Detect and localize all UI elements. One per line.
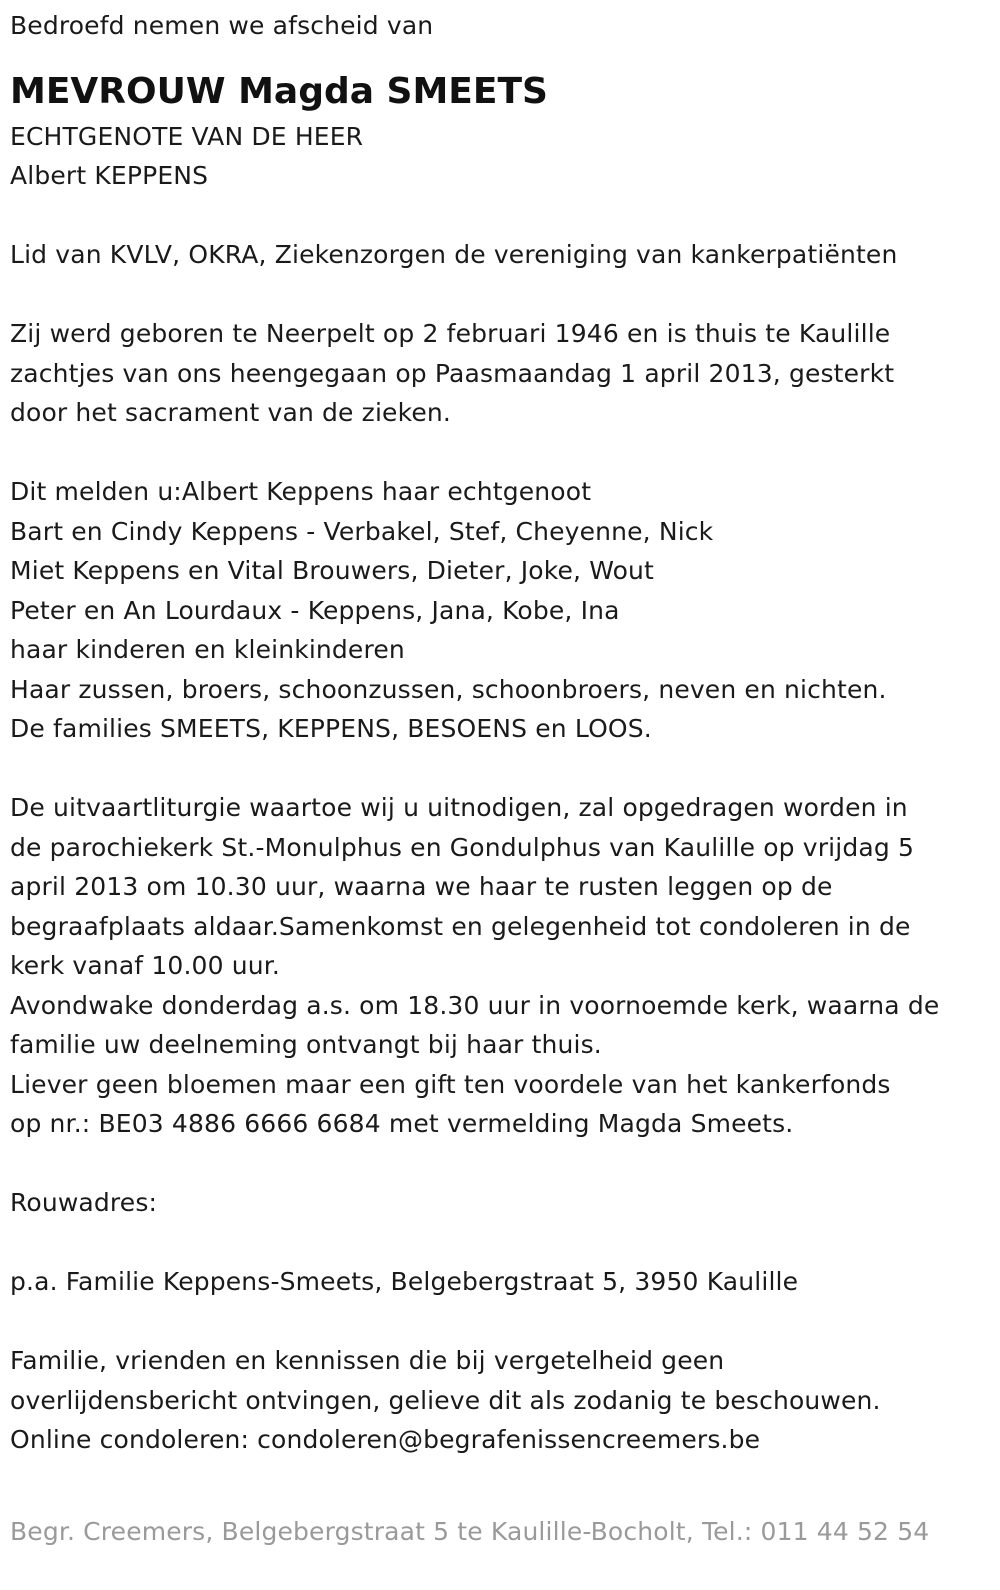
family-line: De families SMEETS, KEPPENS, BESOENS en LOOS. bbox=[10, 714, 652, 743]
closing-line: overlijdensbericht ontvingen, gelieve dit als zodanig te beschouwen. bbox=[10, 1385, 881, 1415]
intro-text: Bedroefd nemen we afscheid van bbox=[10, 11, 434, 40]
spacer bbox=[10, 275, 985, 315]
spouse-name: Albert KEPPENS bbox=[10, 161, 209, 190]
address-label: Rouwadres: bbox=[10, 1188, 158, 1217]
condolence-email-line: Online condoleren: condoleren@begrafenissencreemers.be bbox=[10, 1425, 761, 1454]
funeral-paragraph bbox=[10, 788, 985, 1144]
closing-paragraph bbox=[10, 1341, 985, 1460]
family-paragraph bbox=[10, 472, 985, 749]
family-line: Peter en An Lourdaux - Keppens, Jana, Kobe, Ina bbox=[10, 595, 620, 625]
funeral-line: kerk vanaf 10.00 uur. bbox=[10, 951, 280, 980]
funeral-line: op nr.: BE03 4886 6666 6684 met vermelding Magda Smeets. bbox=[10, 1109, 794, 1138]
mourning-address: p.a. Familie Keppens-Smeets, Belgebergstraat 5, 3950 Kaulille bbox=[10, 1267, 799, 1296]
family-line: haar kinderen en kleinkinderen bbox=[10, 635, 405, 664]
funeral-line: De uitvaartliturgie waartoe wij u uitnodigen, zal opgedragen worden in bbox=[10, 793, 908, 822]
funeral-line: familie uw deelneming ontvangt bij haar thuis. bbox=[10, 1030, 602, 1059]
funeral-line: de parochiekerk St.-Monulphus en Gondulphus van Kaulille op vrijdag 5 bbox=[10, 832, 915, 862]
spacer bbox=[10, 1144, 985, 1184]
spacer bbox=[10, 433, 985, 473]
birth-death-paragraph bbox=[10, 314, 985, 433]
paragraph-line: zachtjes van ons heengegaan op Paasmaandag 1 april 2013, gesterkt bbox=[10, 358, 895, 388]
family-line: Dit melden u:Albert Keppens haar echtgenoot bbox=[10, 477, 592, 506]
closing-line: Familie, vrienden en kennissen die bij vergetelheid geen bbox=[10, 1346, 725, 1375]
deceased-name: MEVROUW Magda SMEETS bbox=[10, 70, 548, 112]
funeral-line: Liever geen bloemen maar een gift ten voordele van het kankerfonds bbox=[10, 1069, 891, 1099]
paragraph-line: Zij werd geboren te Neerpelt op 2 februari 1946 en is thuis te Kaulille bbox=[10, 319, 891, 348]
spacer bbox=[10, 749, 985, 789]
spouse-title: ECHTGENOTE VAN DE HEER bbox=[10, 121, 364, 151]
family-line: Haar zussen, broers, schoonzussen, schoonbroers, neven en nichten. bbox=[10, 674, 887, 704]
funeral-line: april 2013 om 10.30 uur, waarna we haar te rusten leggen op de bbox=[10, 872, 833, 901]
paragraph-line: door het sacrament van de zieken. bbox=[10, 398, 451, 427]
membership-text: Lid van KVLV, OKRA, Ziekenzorgen de vereniging van kankerpatiënten bbox=[10, 240, 898, 269]
family-line: Miet Keppens en Vital Brouwers, Dieter, Joke, Wout bbox=[10, 556, 654, 585]
funeral-home-footer: Begr. Creemers, Belgebergstraat 5 te Kaulille-Bocholt, Tel.: 011 44 52 54 bbox=[10, 1517, 930, 1546]
spacer bbox=[10, 196, 985, 236]
spacer bbox=[10, 1223, 985, 1263]
funeral-line: begraafplaats aldaar.Samenkomst en gelegenheid tot condoleren in de bbox=[10, 911, 911, 941]
family-line: Bart en Cindy Keppens - Verbakel, Stef, Cheyenne, Nick bbox=[10, 516, 714, 546]
funeral-line: Avondwake donderdag a.s. om 18.30 uur in voornoemde kerk, waarna de bbox=[10, 990, 940, 1020]
obituary-notice bbox=[10, 6, 985, 1460]
spacer bbox=[10, 1302, 985, 1342]
